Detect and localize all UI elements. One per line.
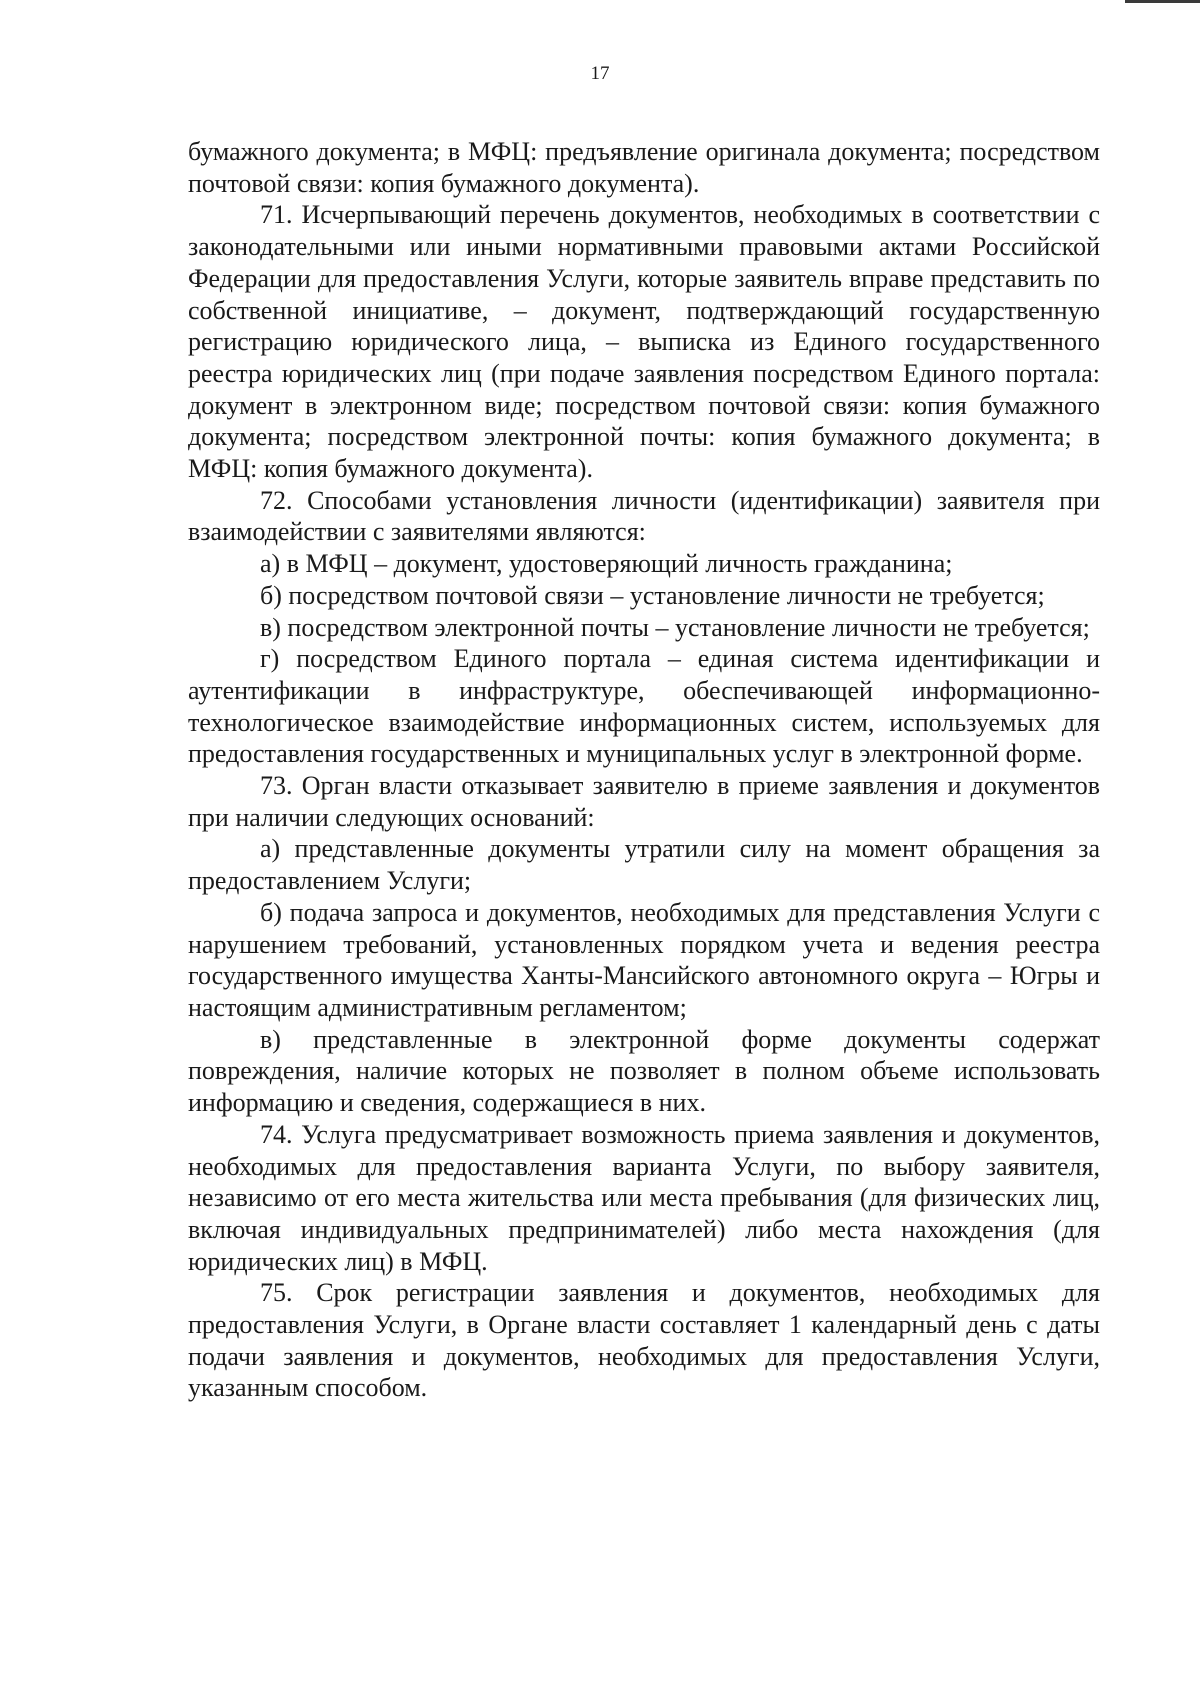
page-number: 17: [590, 63, 610, 84]
paragraph-73-a: а) представленные документы утратили силу на момент обращения за предоставлением Услуги;: [188, 834, 1100, 896]
paragraph-74: 74. Услуга предусматривает возможность приема заявления и документов, необходимых для предоставления варианта Услуги, по выбору заявителя, независимо от его места жительства или места пребывания (для физических лиц, включая индивидуальных предпринимателей) либо места нахождения (для юридических лиц) в МФЦ.: [188, 1119, 1100, 1276]
paragraph-72-a: а) в МФЦ – документ, удостоверяющий личность гражданина;: [260, 549, 953, 579]
paragraph-75: 75. Срок регистрации заявления и документов, необходимых для предоставления Услуги, в Органе власти составляет 1 календарный день с даты подачи заявления и документов, необходимых для предоставления Услуги, указанным способом.: [188, 1278, 1100, 1403]
paragraph-continuation: бумажного документа; в МФЦ: предъявление оригинала документа; посредством почтовой связи: копия бумажного документа).: [188, 137, 1100, 198]
paragraph-73-v: в) представленные в электронной форме документы содержат повреждения, наличие которых не позволяет в полном объеме использовать информацию и сведения, содержащиеся в них.: [188, 1024, 1100, 1118]
paragraph-72-b: б) посредством почтовой связи – установление личности не требуется;: [260, 580, 1045, 610]
paragraph-73-b: б) подача запроса и документов, необходимых для представления Услуги с нарушением требований, установленных порядком учета и ведения реестра государственного имущества Ханты-Мансийского автономного округа – Югры и настоящим административным регламентом;: [188, 897, 1100, 1022]
paragraph-72-v: в) посредством электронной почты – установление личности не требуется;: [260, 612, 1090, 642]
paragraph-73: 73. Орган власти отказывает заявителю в приеме заявления и документов при наличии следующих оснований:: [188, 771, 1100, 832]
paragraph-72: 72. Способами установления личности (идентификации) заявителя при взаимодействии с заявителями являются:: [188, 485, 1100, 547]
paragraph-72-g: г) посредством Единого портала – единая система идентификации и аутентификации в инфраструктуре, обеспечивающей информационно-технологическое взаимодействие информационных систем, используемых для предоставления государственных и муниципальных услуг в электронной форме.: [188, 644, 1100, 769]
document-body: [188, 136, 1100, 1404]
scan-edge-mark: [1125, 0, 1200, 3]
paragraph-71: 71. Исчерпывающий перечень документов, необходимых в соответствии с законодательными или иными нормативными правовыми актами Российской Федерации для предоставления Услуги, которые заявитель вправе представить по собственной инициативе, – документ, подтверждающий государственную регистрацию юридического лица, – выписка из Единого государственного реестра юридических лиц (при подаче заявления посредством Единого портала: документ в электронном виде; посредством почтовой связи: копия бумажного документа; посредством электронной почты: копия бумажного документа; в МФЦ: копия бумажного документа).: [188, 200, 1100, 484]
